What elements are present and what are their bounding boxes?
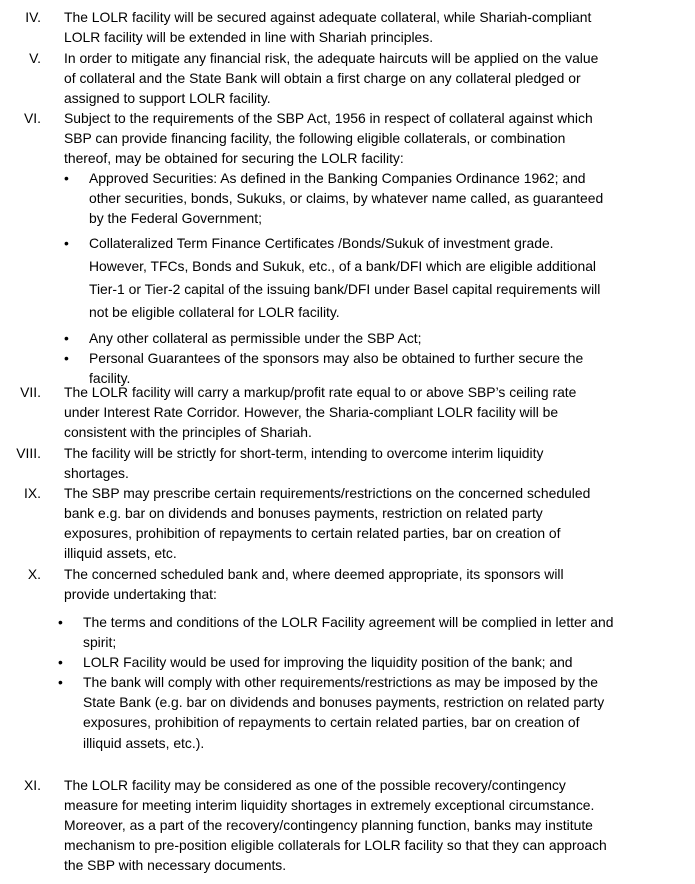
text-line: Any other collateral as permissible under the SBP Act; (89, 329, 422, 346)
text-line: thereof, may be obtained for securing the LOLR facility: (64, 150, 404, 167)
bullet-icon: • (64, 170, 69, 187)
text-line: exposures, prohibition of repayments to certain related parties, bar on creation of (83, 714, 580, 731)
bullet-item (58, 612, 660, 652)
clause-numeral: IX. (24, 485, 41, 501)
clause-numeral: IV. (25, 9, 41, 25)
clause-text (64, 483, 664, 563)
text-line: Tier-1 or Tier-2 capital of the issuing bank/DFI under Basel capital requirements will (89, 281, 601, 298)
text-line: The terms and conditions of the LOLR Facility agreement will be complied in letter and (83, 614, 614, 630)
text-line: In order to mitigate any financial risk, the adequate haircuts will be applied on the value (64, 50, 599, 66)
text-line: shortages. (64, 465, 129, 482)
text-line: Approved Securities: As defined in the Banking Companies Ordinance 1962; and (89, 170, 586, 187)
text-line: the SBP with necessary documents. (64, 857, 287, 874)
text-line: Personal Guarantees of the sponsors may also be obtained to further secure the (89, 349, 584, 366)
text-line: The SBP may prescribe certain requirements/restrictions on the concerned scheduled (64, 485, 591, 501)
clause-numeral: VII. (20, 384, 41, 400)
text-line: bank e.g. bar on dividends and bonuses payments, restriction on related party (64, 505, 543, 522)
text-line: LOLR facility will be extended in line with Shariah principles. (64, 29, 434, 46)
text-line: The concerned scheduled bank and, where deemed appropriate, its sponsors will (64, 566, 564, 582)
text-line: mechanism to pre-position eligible collaterals for LOLR facility so that they can approach (64, 837, 607, 854)
bullet-item (64, 328, 664, 348)
bullet-icon: • (58, 614, 63, 630)
bullet-icon: • (64, 234, 69, 251)
text-line: of collateral and the State Bank will obtain a first charge on any collateral pledged or (64, 70, 581, 87)
text-line: measure for meeting interim liquidity shortages in extremely exceptional circumstance. (64, 797, 595, 814)
text-line: Moreover, as a part of the recovery/contingency planning function, banks may institute (64, 817, 593, 834)
clause-text (64, 382, 664, 442)
clause-text (64, 7, 664, 47)
clause-numeral: X. (27, 566, 41, 582)
clause-text (64, 443, 664, 483)
bullet-icon: • (64, 349, 69, 366)
bullet-item (64, 232, 664, 325)
text-line: The LOLR facility may be considered as one of the possible recovery/contingency (64, 777, 566, 793)
clause-text (64, 48, 664, 108)
bullet-item (64, 168, 664, 228)
text-line: The bank will comply with other requirements/restrictions as may be imposed by the (83, 674, 598, 691)
text-line: The facility will be strictly for short-term, intending to overcome interim liquidity (64, 445, 544, 461)
clause-text (64, 775, 664, 875)
text-line: The LOLR facility will be secured against adequate collateral, while Shariah-compliant (64, 9, 592, 25)
clause-text (64, 108, 664, 388)
text-line: by the Federal Government; (89, 210, 262, 227)
text-line: SBP can provide financing facility, the following eligible collaterals, or combination (64, 130, 566, 147)
text-line: However, TFCs, Bonds and Sukuk, etc., of a bank/DFI which are eligible additional (89, 257, 597, 274)
text-line: Subject to the requirements of the SBP Act, 1956 in respect of collateral against which (64, 110, 593, 126)
text-line: facility. (89, 369, 131, 386)
text-line: assigned to support LOLR facility. (64, 90, 271, 107)
text-line: illiquid assets, etc.). (83, 734, 205, 751)
bullet-item (58, 652, 660, 672)
bullet-icon: • (58, 674, 63, 691)
text-line: other securities, bonds, Sukuks, or claims, by whatever name called, as guaranteed (89, 190, 604, 207)
text-line: under Interest Rate Corridor. However, the Sharia-compliant LOLR facility will be (64, 404, 559, 421)
text-line: not be eligible collateral for LOLR facility. (89, 304, 340, 321)
bullet-item (58, 672, 660, 752)
text-line: Collateralized Term Finance Certificates /Bonds/Sukuk of investment grade. (89, 234, 554, 251)
text-line: State Bank (e.g. bar on dividends and bonuses payments, restriction on related party (83, 694, 605, 711)
text-line: spirit; (83, 634, 117, 651)
text-line: illiquid assets, etc. (64, 545, 177, 562)
text-line: The LOLR facility will carry a markup/profit rate equal to or above SBP’s ceiling rate (64, 384, 577, 400)
text-line: exposures, prohibition of repayments to certain related parties, bar on creation of (64, 525, 561, 542)
undertaking-list (58, 612, 660, 753)
text-line: consistent with the principles of Shariah. (64, 424, 312, 441)
clause-numeral: V. (29, 50, 41, 66)
bullet-icon: • (58, 654, 63, 671)
clause-numeral: VIII. (16, 445, 41, 461)
clause-text (64, 564, 664, 604)
clause-numeral: VI. (24, 110, 41, 126)
text-line: LOLR Facility would be used for improving the liquidity position of the bank; and (83, 654, 573, 671)
text-line: provide undertaking that: (64, 586, 217, 603)
clause-numeral: XI. (24, 777, 41, 793)
bullet-icon: • (64, 329, 69, 346)
